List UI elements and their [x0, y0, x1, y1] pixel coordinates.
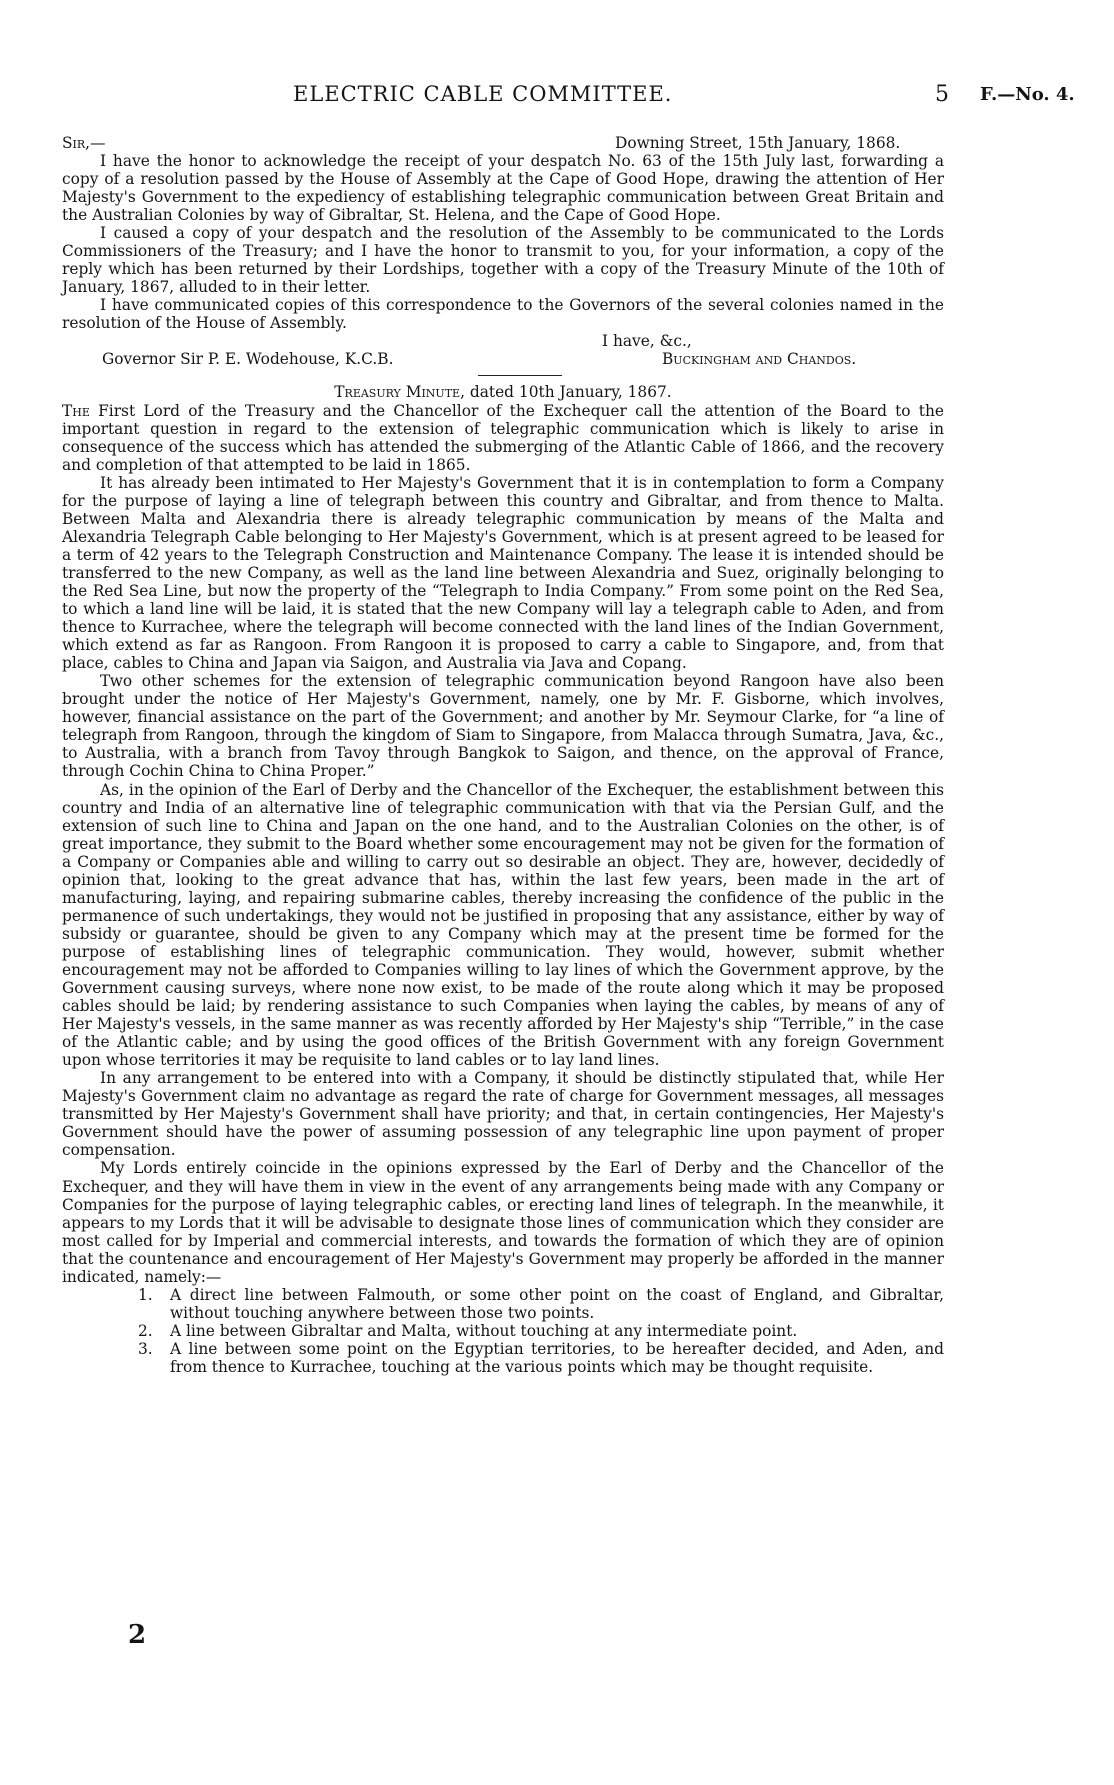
- minute-paragraph-1: [62, 402, 944, 474]
- letter-paragraph-2: I caused a copy of your despatch and the resolution of the Assembly to be communicated to the Lords Commissioners of the Treasury; and I have the honor to transmit to you, for your information, a copy of the reply which has been returned by their Lordships, together with a copy of the Treasury Minute of the 10th of January, 1867, alluded to in their letter.: [62, 224, 944, 297]
- list-item-number: 3.: [138, 1339, 153, 1358]
- salutation: Sir,—: [62, 134, 106, 152]
- closing-row: [62, 332, 944, 350]
- minute-paragraph-4: As, in the opinion of the Earl of Derby and the Chancellor of the Exchequer, the establishment between this country and India of an alternative line of telegraphic communication with that via the Persian Gulf, and the extension of such line to China and Japan on the one hand, and to the Australian Colonies on the other, is of great importance, they submit to the Board whether some encouragement may not be given for the formation of a Company or Companies able and willing to carry out so desirable an object. They are, however, decidedly of opinion that, looking to the great advance that has, within the last few years, been made in the art of manufacturing, laying, and repairing submarine cables, thereby increasing the confidence of the public in the permanence of such undertakings, they would not be justified in proposing that any assistance, either by way of subsidy or guarantee, should be given to any Company which may at the present time be formed for the purpose of establishing lines of telegraphic communication. They would, however, submit whether encouragement may not be afforded to Companies willing to lay lines of which the Government approve, by the Government causing surveys, where none now exist, to be made of the route along which it may be proposed cables should be laid; by rendering assistance to such Companies when laying the cables, by means of any of Her Majesty's vessels, in the same manner as was recently afforded by Her Majesty's ship “Terrible,” in the case of the Atlantic cable; and by using the good offices of the British Government with any foreign Government upon whose territories it may be requisite to land cables or to lay land lines.: [62, 780, 944, 1070]
- list-item: [62, 1340, 944, 1376]
- document-body: [62, 134, 944, 1376]
- letter-paragraph-1: I have the honor to acknowledge the receipt of your despatch No. 63 of the 15th July last, forwarding a copy of a resolution passed by the House of Assembly at the Cape of Good Hope, drawing the attention of Her Majesty's Government to the expediency of establishing telegraphic communication between Great Britain and the Australian Colonies by way of Gibraltar, St. Helena, and the Cape of Good Hope.: [62, 152, 944, 225]
- letter-opening-row: [62, 134, 944, 152]
- list-item-text: A direct line between Falmouth, or some other point on the coast of England, and Gibraltar, without touching anywhere between those two points.: [170, 1285, 944, 1322]
- list-item-text: A line between Gibraltar and Malta, without touching at any intermediate point.: [170, 1321, 798, 1340]
- minute-paragraph-2: It has already been intimated to Her Majesty's Government that it is in contemplation to form a Company for the purpose of laying a line of telegraph between this country and Gibraltar, and from thence to Malta. Between Malta and Alexandria there is already telegraphic communication by means of the Malta and Alexandria Telegraph Cable belonging to Her Majesty's Government, which is at present agreed to be leased for a term of 42 years to the Telegraph Construction and Maintenance Company. The lease it is intended should be transferred to the new Company, as well as the land line between Alexandria and Suez, originally belonging to the Red Sea Line, but now the property of the “Telegraph to India Company.” From some point on the Red Sea, to which a land line will be laid, it is stated that the new Company will lay a telegraph cable to Aden, and from thence to Kurrachee, where the telegraph will become connected with the land lines of the Indian Government, which extend as far as Rangoon. From Rangoon it is proposed to carry a cable to Singapore, and, from that place, cables to China and Japan via Saigon, and Australia via Java and Copang.: [62, 473, 944, 673]
- minute-paragraph-3: Two other schemes for the extension of telegraphic communication beyond Rangoon have also been brought under the notice of Her Majesty's Government, namely, one by Mr. F. Gisborne, which involves, however, financial assistance on the part of the Government; and another by Mr. Seymour Clarke, for “a line of telegraph from Rangoon, through the kingdom of Siam to Singapore, from Malacca through Sumatra, Java, &c., to Australia, with a branch from Tavoy through Bangkok to Saigon, and thence, on the approval of France, through Cochin China to China Proper.”: [62, 672, 944, 781]
- list-item-number: 1.: [138, 1285, 153, 1304]
- page-header: [0, 82, 1114, 114]
- minute-heading: [62, 383, 944, 401]
- document-reference: F.—No. 4.: [980, 84, 1075, 105]
- signatory: Buckingham and Chandos.: [662, 350, 857, 369]
- minute-paragraph-1-text: First Lord of the Treasury and the Chancellor of the Exchequer call the attention of the Board to the important question in regard to the extension of telegraphic communication which is likely to arise in consequence of the success which has attended the submerging of the Atlantic Cable of 1866, and the recovery and completion of that attempted to be laid in 1865.: [62, 401, 944, 474]
- minute-heading-title: Treasury Minute,: [334, 383, 465, 402]
- signature-row: [62, 350, 944, 368]
- section-divider: [478, 375, 562, 376]
- running-title: ELECTRIC CABLE COMMITTEE.: [293, 82, 673, 106]
- list-item-text: A line between some point on the Egyptian territories, to be hereafter decided, and Aden, and from thence to Kurrachee, touching at the various points which may be thought requisite.: [170, 1339, 944, 1376]
- list-item: [62, 1286, 944, 1322]
- minute-heading-date: dated 10th January, 1867.: [464, 383, 672, 402]
- signature-mark: 2: [128, 1620, 147, 1650]
- page-number: 5: [935, 82, 949, 107]
- address-date: Downing Street, 15th January, 1868.: [615, 134, 901, 152]
- minute-first-word: The: [62, 401, 90, 420]
- minute-paragraph-6: My Lords entirely coincide in the opinions expressed by the Earl of Derby and the Chancellor of the Exchequer, and they will have them in view in the event of any arrangements being made with any Company or Companies for the purpose of laying telegraphic cables, or erecting land lines of telegraph. In the meanwhile, it appears to my Lords that it will be advisable to designate those lines of communication which they consider are most called for by Imperial and commercial interests, and towards the formation of which they are of opinion that the countenance and encouragement of Her Majesty's Government may properly be afforded in the manner indicated, namely:—: [62, 1159, 944, 1286]
- letter-closing: I have, &c.,: [602, 332, 692, 351]
- letter-paragraph-3: I have communicated copies of this correspondence to the Governors of the several colonies named in the resolution of the House of Assembly.: [62, 296, 944, 333]
- addressee: Governor Sir P. E. Wodehouse, K.C.B.: [102, 350, 394, 369]
- list-item: [62, 1322, 944, 1340]
- minute-paragraph-5: In any arrangement to be entered into with a Company, it should be distinctly stipulated that, while Her Majesty's Government claim no advantage as regard the rate of charge for Government messages, all messages transmitted by Her Majesty's Government shall have priority; and that, in certain contingencies, Her Majesty's Government should have the power of assuming possession of any telegraphic line upon payment of proper compensation.: [62, 1069, 944, 1160]
- list-item-number: 2.: [138, 1321, 153, 1340]
